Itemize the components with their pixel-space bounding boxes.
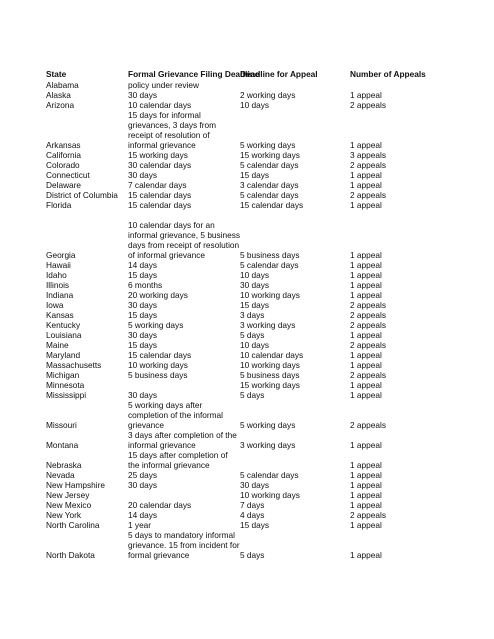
filing-deadline-cell: 3 days after completion of the bbox=[128, 430, 237, 440]
number-of-appeals-cell: 1 appeal bbox=[350, 280, 382, 290]
appeal-deadline-cell: 15 working days bbox=[240, 150, 300, 160]
filing-deadline-cell: informal grievance, 5 business bbox=[128, 230, 241, 240]
appeal-deadline-cell: 5 calendar days bbox=[240, 470, 299, 480]
appeal-deadline-cell: 10 days bbox=[240, 270, 270, 280]
filing-deadline-cell: 1 year bbox=[128, 520, 152, 530]
appeal-deadline-cell: 5 working days bbox=[240, 420, 296, 430]
appeal-deadline-cell: 3 working days bbox=[240, 320, 296, 330]
appeal-deadline-cell: 10 days bbox=[240, 340, 270, 350]
state-cell: Nebraska bbox=[46, 460, 82, 470]
appeal-deadline-cell: 5 calendar days bbox=[240, 260, 299, 270]
state-cell: Hawaii bbox=[46, 260, 71, 270]
filing-deadline-cell: of informal grievance bbox=[128, 250, 206, 260]
number-of-appeals-cell: 1 appeal bbox=[350, 270, 382, 280]
appeal-deadline-cell: 3 calendar days bbox=[240, 180, 299, 190]
filing-deadline-cell: 30 days bbox=[128, 330, 158, 340]
appeal-deadline-cell: 15 calendar days bbox=[240, 200, 304, 210]
number-of-appeals-cell: 3 appeals bbox=[350, 150, 386, 160]
number-of-appeals-cell: 1 appeal bbox=[350, 290, 382, 300]
filing-deadline-cell: 5 days to mandatory informal bbox=[128, 530, 235, 540]
filing-deadline-cell: 15 calendar days bbox=[128, 200, 192, 210]
number-of-appeals-cell: 1 appeal bbox=[350, 500, 382, 510]
appeal-deadline-cell: 5 calendar days bbox=[240, 160, 299, 170]
appeal-deadline-cell: 5 days bbox=[240, 330, 265, 340]
number-of-appeals-cell: 2 appeals bbox=[350, 100, 386, 110]
number-of-appeals-cell: 1 appeal bbox=[350, 460, 382, 470]
filing-deadline-cell: 15 days bbox=[128, 310, 158, 320]
appeal-deadline-cell: 30 days bbox=[240, 480, 270, 490]
filing-deadline-cell: 30 days bbox=[128, 480, 158, 490]
number-of-appeals-cell: 2 appeals bbox=[350, 310, 386, 320]
number-of-appeals-cell: 2 appeals bbox=[350, 370, 386, 380]
number-of-appeals-cell: 1 appeal bbox=[350, 350, 382, 360]
state-cell: Kansas bbox=[46, 310, 74, 320]
filing-deadline-cell: 20 calendar days bbox=[128, 500, 192, 510]
filing-deadline-cell: days from receipt of resolution bbox=[128, 240, 240, 250]
number-of-appeals-cell: 2 appeals bbox=[350, 190, 386, 200]
number-of-appeals-cell: 1 appeal bbox=[350, 360, 382, 370]
state-cell: Alabama bbox=[46, 80, 79, 90]
filing-deadline-cell: 5 working days bbox=[128, 320, 184, 330]
state-cell: Kentucky bbox=[46, 320, 81, 330]
filing-deadline-cell: informal grievance bbox=[128, 440, 196, 450]
appeal-deadline-cell: 5 days bbox=[240, 390, 265, 400]
state-cell: Missouri bbox=[46, 420, 77, 430]
filing-deadline-cell: grievance bbox=[128, 420, 164, 430]
appeal-deadline-cell: 15 days bbox=[240, 300, 270, 310]
number-of-appeals-cell: 2 appeals bbox=[350, 160, 386, 170]
filing-deadline-cell: grievances, 3 days from bbox=[128, 120, 217, 130]
number-of-appeals-cell: 2 appeals bbox=[350, 340, 386, 350]
filing-deadline-cell: 15 days after completion of bbox=[128, 450, 228, 460]
filing-deadline-cell: 14 days bbox=[128, 510, 158, 520]
filing-deadline-cell: 25 days bbox=[128, 470, 158, 480]
appeal-deadline-cell: 5 calendar days bbox=[240, 190, 299, 200]
filing-deadline-cell: policy under review bbox=[128, 80, 200, 90]
filing-deadline-cell: 30 days bbox=[128, 90, 158, 100]
filing-deadline-cell: 30 days bbox=[128, 300, 158, 310]
state-cell: New Mexico bbox=[46, 500, 92, 510]
appeal-deadline-cell: 5 working days bbox=[240, 140, 296, 150]
filing-deadline-cell: receipt of resolution of bbox=[128, 130, 210, 140]
filing-deadline-cell: 10 working days bbox=[128, 360, 188, 370]
number-of-appeals-cell: 1 appeal bbox=[350, 550, 382, 560]
state-cell: Connecticut bbox=[46, 170, 90, 180]
state-cell: Indiana bbox=[46, 290, 74, 300]
state-cell: Arkansas bbox=[46, 140, 81, 150]
filing-deadline-cell: the informal grievance bbox=[128, 460, 210, 470]
number-of-appeals-cell: 1 appeal bbox=[350, 520, 382, 530]
header-appeal-deadline: Deadline for Appeal bbox=[240, 69, 318, 79]
header-state: State bbox=[46, 69, 67, 79]
filing-deadline-cell: 10 calendar days for an bbox=[128, 220, 215, 230]
number-of-appeals-cell: 1 appeal bbox=[350, 170, 382, 180]
state-cell: Alaska bbox=[46, 90, 71, 100]
number-of-appeals-cell: 1 appeal bbox=[350, 470, 382, 480]
appeal-deadline-cell: 10 working days bbox=[240, 290, 300, 300]
state-cell: California bbox=[46, 150, 82, 160]
appeal-deadline-cell: 30 days bbox=[240, 280, 270, 290]
appeal-deadline-cell: 15 days bbox=[240, 170, 270, 180]
filing-deadline-cell: 15 days bbox=[128, 270, 158, 280]
state-cell: Minnesota bbox=[46, 380, 85, 390]
appeal-deadline-cell: 7 days bbox=[240, 500, 265, 510]
number-of-appeals-cell: 1 appeal bbox=[350, 440, 382, 450]
appeal-deadline-cell: 10 calendar days bbox=[240, 350, 304, 360]
appeal-deadline-cell: 3 days bbox=[240, 310, 265, 320]
number-of-appeals-cell: 1 appeal bbox=[350, 380, 382, 390]
number-of-appeals-cell: 1 appeal bbox=[350, 140, 382, 150]
number-of-appeals-cell: 1 appeal bbox=[350, 200, 382, 210]
filing-deadline-cell: 5 business days bbox=[128, 370, 188, 380]
state-cell: North Dakota bbox=[46, 550, 95, 560]
state-cell: New Hampshire bbox=[46, 480, 106, 490]
appeal-deadline-cell: 15 days bbox=[240, 520, 270, 530]
header-filing-deadline: Formal Grievance Filing Deadline bbox=[128, 69, 260, 79]
state-cell: Iowa bbox=[46, 300, 64, 310]
state-cell: Mississippi bbox=[46, 390, 87, 400]
filing-deadline-cell: 10 calendar days bbox=[128, 100, 192, 110]
filing-deadline-cell: informal grievance bbox=[128, 140, 196, 150]
state-cell: Georgia bbox=[46, 250, 76, 260]
state-cell: Illinois bbox=[46, 280, 70, 290]
number-of-appeals-cell: 2 appeals bbox=[350, 320, 386, 330]
state-cell: Maine bbox=[46, 340, 69, 350]
state-cell: Idaho bbox=[46, 270, 67, 280]
header-number-of-appeals: Number of Appeals bbox=[350, 69, 426, 79]
number-of-appeals-cell: 1 appeal bbox=[350, 480, 382, 490]
number-of-appeals-cell: 2 appeals bbox=[350, 510, 386, 520]
filing-deadline-cell: 20 working days bbox=[128, 290, 188, 300]
appeal-deadline-cell: 15 working days bbox=[240, 380, 300, 390]
state-cell: Arizona bbox=[46, 100, 75, 110]
appeal-deadline-cell: 5 business days bbox=[240, 370, 300, 380]
appeal-deadline-cell: 5 business days bbox=[240, 250, 300, 260]
state-cell: Michigan bbox=[46, 370, 80, 380]
state-cell: District of Columbia bbox=[46, 190, 118, 200]
state-cell: North Carolina bbox=[46, 520, 100, 530]
filing-deadline-cell: completion of the informal bbox=[128, 410, 224, 420]
filing-deadline-cell: 15 days for informal bbox=[128, 110, 201, 120]
number-of-appeals-cell: 2 appeals bbox=[350, 420, 386, 430]
appeal-deadline-cell: 10 working days bbox=[240, 360, 300, 370]
filing-deadline-cell: formal grievance bbox=[128, 550, 190, 560]
appeal-deadline-cell: 5 days bbox=[240, 550, 265, 560]
filing-deadline-cell: 6 months bbox=[128, 280, 163, 290]
filing-deadline-cell: 5 working days after bbox=[128, 400, 203, 410]
appeal-deadline-cell: 10 days bbox=[240, 100, 270, 110]
appeal-deadline-cell: 2 working days bbox=[240, 90, 296, 100]
number-of-appeals-cell: 1 appeal bbox=[350, 390, 382, 400]
state-cell: Maryland bbox=[46, 350, 81, 360]
number-of-appeals-cell: 1 appeal bbox=[350, 490, 382, 500]
filing-deadline-cell: 15 days bbox=[128, 340, 158, 350]
filing-deadline-cell: 15 calendar days bbox=[128, 190, 192, 200]
number-of-appeals-cell: 2 appeals bbox=[350, 300, 386, 310]
filing-deadline-cell: grievance. 15 from incident for bbox=[128, 540, 240, 550]
number-of-appeals-cell: 1 appeal bbox=[350, 250, 382, 260]
appeal-deadline-cell: 3 working days bbox=[240, 440, 296, 450]
state-cell: New York bbox=[46, 510, 82, 520]
state-cell: Delaware bbox=[46, 180, 82, 190]
appeal-deadline-cell: 10 working days bbox=[240, 490, 300, 500]
number-of-appeals-cell: 1 appeal bbox=[350, 180, 382, 190]
filing-deadline-cell: 14 days bbox=[128, 260, 158, 270]
state-cell: Florida bbox=[46, 200, 72, 210]
filing-deadline-cell: 30 days bbox=[128, 390, 158, 400]
state-cell: Louisiana bbox=[46, 330, 82, 340]
state-cell: Nevada bbox=[46, 470, 75, 480]
filing-deadline-cell: 15 calendar days bbox=[128, 350, 192, 360]
filing-deadline-cell: 15 working days bbox=[128, 150, 188, 160]
state-cell: New Jersey bbox=[46, 490, 90, 500]
state-cell: Massachusetts bbox=[46, 360, 102, 370]
appeal-deadline-cell: 4 days bbox=[240, 510, 265, 520]
state-cell: Montana bbox=[46, 440, 79, 450]
filing-deadline-cell: 30 days bbox=[128, 170, 158, 180]
number-of-appeals-cell: 1 appeal bbox=[350, 330, 382, 340]
filing-deadline-cell: 7 calendar days bbox=[128, 180, 187, 190]
state-cell: Colorado bbox=[46, 160, 80, 170]
number-of-appeals-cell: 1 appeal bbox=[350, 260, 382, 270]
number-of-appeals-cell: 1 appeal bbox=[350, 90, 382, 100]
filing-deadline-cell: 30 calendar days bbox=[128, 160, 192, 170]
